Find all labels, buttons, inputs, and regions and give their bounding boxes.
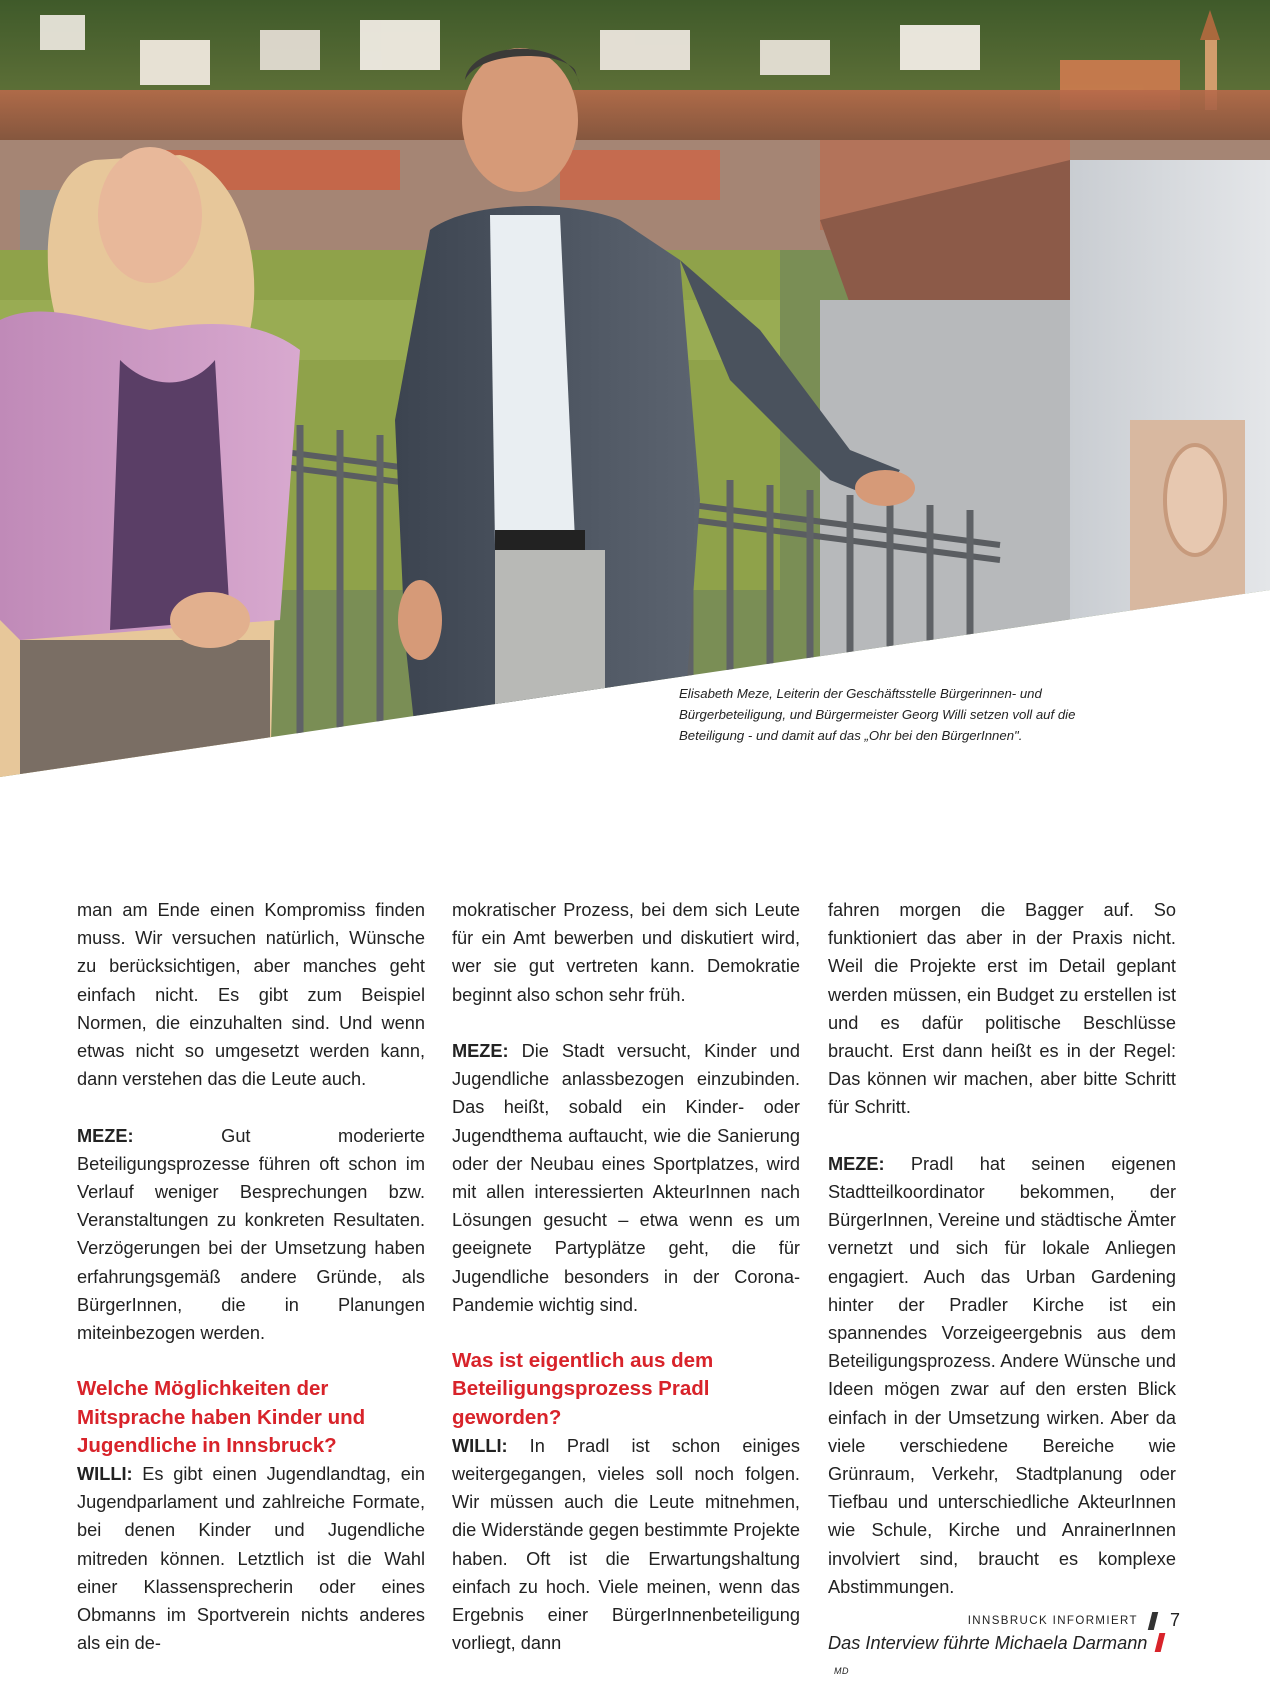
credit-text: Das Interview führte Michaela Darmann bbox=[828, 1633, 1148, 1654]
paragraph-text: Die Stadt versucht, Kinder und Jugendliche anlassbezogen einzubinden. Das heißt, sobald ein Kinder- oder Jugendthema auftaucht, wie die Sanierung oder der Neubau eines Sportplatzes, wird mit allen interessierten AkteurInnen nach Lösungen gesucht – etwa wenn es um geeignete Partyplätze geht, die für Jugendliche besonders in der Corona-Pandemie wichtig sind. bbox=[452, 1041, 800, 1315]
question-heading: Was ist eigentlich aus dem Beteiligungsprozess Pradl geworden? bbox=[452, 1349, 714, 1429]
paragraph bbox=[77, 1122, 425, 1348]
paragraph: man am Ende einen Kompromiss finden muss. Wir versuchen natürlich, Wünsche zu berücksichtigen, aber manches geht einfach nicht. Es gibt zum Beispiel Normen, die einzuhalten sind. Und wenn etwas nicht so umgesetzt werden kann, dann verstehen das die Leute auch. bbox=[77, 900, 425, 1090]
paragraph bbox=[828, 1150, 1176, 1601]
speaker-label: MEZE: bbox=[828, 1153, 885, 1174]
text-column-1 bbox=[77, 896, 425, 1657]
paragraph: mokratischer Prozess, bei dem sich Leute für ein Amt bewerben und diskutiert wird, wer sie gut vertreten kann. Demokratie beginnt also schon sehr früh. bbox=[452, 900, 800, 1005]
divider-bar-icon bbox=[1148, 1612, 1158, 1630]
speaker-label: WILLI: bbox=[452, 1435, 508, 1456]
text-column-3 bbox=[828, 896, 1176, 1689]
photo-caption: Elisabeth Meze, Leiterin der Geschäftsstelle Bürgerinnen- und Bürgerbeteiligung, und Bürgermeister Georg Willi setzen voll auf die Beteiligung - und damit auf das „Ohr bei den BürgerInnen". bbox=[679, 686, 1076, 743]
speaker-label: MEZE: bbox=[77, 1125, 134, 1146]
speaker-label: MEZE: bbox=[452, 1041, 509, 1061]
photo-illustration bbox=[0, 0, 1270, 777]
author-credit bbox=[828, 1629, 1176, 1689]
header-photo bbox=[0, 0, 1270, 777]
speaker-label: WILLI: bbox=[77, 1464, 133, 1485]
page-footer bbox=[960, 1610, 1180, 1631]
end-mark-icon bbox=[1155, 1633, 1166, 1652]
paragraph-text: Es gibt einen Jugendlandtag, ein Jugendparlament und zahlreiche Formate, bei denen Kinder und Jugendliche mitreden können. Letztlich ist die Wahl einer Klassensprecherin oder eines Obmanns im Sportverein nichts anderes als ein de- bbox=[77, 1464, 425, 1654]
paragraph: fahren morgen die Bagger auf. So funktioniert das aber in der Praxis nicht. Weil die Projekte erst im Detail geplant werden müssen, ein Budget zu erstellen ist und es dafür politische Beschlüsse braucht. Erst dann heißt es in der Regel: Das können wir machen, aber bitte Schritt für Schritt. bbox=[828, 900, 1176, 1118]
paragraph bbox=[452, 1037, 800, 1319]
page-number: 7 bbox=[1169, 1610, 1180, 1630]
question-heading: Welche Möglichkeiten der Mitsprache haben Kinder und Jugendliche in Innsbruck? bbox=[77, 1377, 366, 1457]
paragraph bbox=[77, 1460, 425, 1657]
publication-name: INNSBRUCK INFORMIERT bbox=[967, 1614, 1138, 1627]
paragraph bbox=[452, 1432, 800, 1658]
author-initials: MD bbox=[834, 1666, 849, 1677]
text-column-2 bbox=[452, 896, 800, 1657]
paragraph-text: Gut moderierte Beteiligungsprozesse führen oft schon im Verlauf weniger Besprechungen bzw. Veranstaltungen zu konkreten Resultaten. Verzögerungen bei der Umsetzung haben erfahrungsgemäß andere Gründe, als BürgerInnen, die in Planungen miteinbezogen werden. bbox=[77, 1125, 425, 1344]
paragraph-text: In Pradl ist schon einiges weitergegangen, vieles soll noch folgen. Wir müssen auch die Leute mitnehmen, die Widerstände gegen bestimmte Projekte haben. Oft ist die Erwartungshaltung einfach zu hoch. Viele meinen, wenn das Ergebnis einer BürgerInnenbeteiligung vorliegt, dann bbox=[452, 1435, 800, 1654]
paragraph-text: Pradl hat seinen eigenen Stadtteilkoordinator bekommen, der BürgerInnen, Vereine und städtische Ämter vernetzt und sich für lokale Anliegen engagiert. Auch das Urban Gardening hinter der Pradler Kirche ist ein spannendes Vorzeigeergebnis aus dem Beteiligungsprozess. Andere Wünsche und Ideen mögen zwar auf den ersten Blick einfach in der Umsetzung wirken. Aber da viele verschiedene Bereiche wie Grünraum, Verkehr, Stadtplanung oder Tiefbau und unterschiedliche AkteurInnen wie Schule, Kirche und AnrainerInnen involviert sind, braucht es komplexe Abstimmungen. bbox=[828, 1153, 1176, 1597]
